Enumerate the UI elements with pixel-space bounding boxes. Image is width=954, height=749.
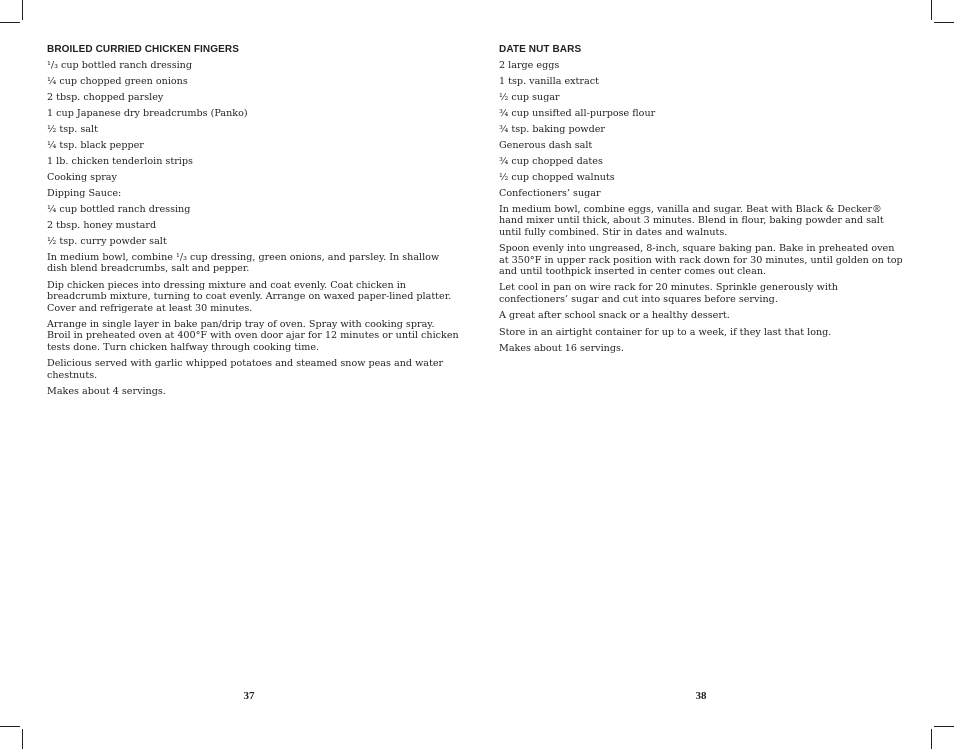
- instruction-paragraph: Arrange in single layer in bake pan/drip tray of oven. Spray with cooking spray. Broil in preheated oven at 400°F with oven door ajar for 12 minutes or until chicken tests done. Turn chicken halfway through cooking time.: [47, 319, 459, 353]
- instruction-paragraph: Dip chicken pieces into dressing mixture and coat evenly. Coat chicken in breadcrumb mixture, turning to coat evenly. Arrange on waxed paper-lined platter. Cover and refrigerate at least 30 minutes.: [47, 279, 452, 314]
- ingredient-list: [499, 60, 904, 200]
- ingredient: ½ cup sugar: [499, 92, 560, 103]
- ingredient: 2 large eggs: [499, 60, 560, 71]
- instruction-paragraph: Let cool in pan on wire rack for 20 minutes. Sprinkle generously with confectioners’ sugar and cut into squares before serving.: [499, 282, 838, 305]
- instruction-paragraph: Spoon evenly into ungreased, 8-inch, square baking pan. Bake in preheated oven at 350°F in upper rack position with rack down for 30 minutes, until golden on top and until toothpick inserted in center comes out clean.: [499, 243, 903, 278]
- ingredient: ½ cup chopped walnuts: [499, 172, 615, 183]
- ingredient: 1 tsp. vanilla extract: [499, 76, 599, 87]
- recipe-title: BROILED CURRIED CHICKEN FINGERS: [47, 44, 239, 55]
- ingredient: ½ tsp. salt: [47, 124, 98, 135]
- crop-mark: [0, 726, 20, 727]
- ingredient: Generous dash salt: [499, 140, 593, 151]
- recipe-title: DATE NUT BARS: [499, 44, 582, 55]
- ingredient: Confectioners’ sugar: [499, 188, 601, 199]
- instruction-paragraph: Makes about 16 servings.: [499, 343, 624, 355]
- ingredient: 1 lb. chicken tenderloin strips: [47, 156, 193, 167]
- ingredient: ¼ cup bottled ranch dressing: [47, 204, 191, 215]
- instructions: [499, 204, 904, 354]
- page-number: 37: [243, 690, 255, 702]
- ingredient: ¼ cup chopped green onions: [47, 76, 188, 87]
- instruction-paragraph: Store in an airtight container for up to a week, if they last that long.: [499, 326, 832, 338]
- ingredient-list: [47, 60, 459, 248]
- right-page: [499, 44, 904, 359]
- ingredient: Dipping Sauce:: [47, 188, 122, 199]
- ingredient: 2 tbsp. chopped parsley: [47, 92, 164, 103]
- ingredient: 2 tbsp. honey mustard: [47, 220, 157, 231]
- ingredient: ¾ tsp. baking powder: [499, 124, 606, 135]
- crop-mark: [934, 726, 954, 727]
- ingredient: ½ tsp. curry powder salt: [47, 236, 167, 247]
- ingredient: ¼ tsp. black pepper: [47, 140, 144, 151]
- crop-mark: [931, 0, 932, 20]
- crop-mark: [934, 22, 954, 23]
- crop-mark: [22, 0, 23, 20]
- instruction-paragraph: A great after school snack or a healthy dessert.: [499, 310, 730, 322]
- ingredient: ¹/₃ cup bottled ranch dressing: [47, 60, 193, 71]
- ingredient: Cooking spray: [47, 172, 117, 183]
- ingredient: ¾ cup unsifted all-purpose flour: [499, 108, 656, 119]
- ingredient: ¾ cup chopped dates: [499, 156, 603, 167]
- instruction-paragraph: Makes about 4 servings.: [47, 386, 166, 398]
- crop-mark: [0, 22, 20, 23]
- ingredient: 1 cup Japanese dry breadcrumbs (Panko): [47, 108, 248, 119]
- crop-mark: [931, 729, 932, 749]
- instructions: [47, 252, 459, 397]
- page-number: 38: [695, 690, 707, 702]
- crop-mark: [22, 729, 23, 749]
- instruction-paragraph: In medium bowl, combine eggs, vanilla and sugar. Beat with Black & Decker® hand mixer until thick, about 3 minutes. Blend in flour, baking powder and salt until fully combined. Stir in dates and walnuts.: [499, 204, 884, 238]
- instruction-paragraph: Delicious served with garlic whipped potatoes and steamed snow peas and water chestnuts.: [47, 358, 444, 381]
- instruction-paragraph: In medium bowl, combine ¹/₃ cup dressing, green onions, and parsley. In shallow dish blend breadcrumbs, salt and pepper.: [47, 252, 440, 275]
- left-page: [47, 44, 459, 402]
